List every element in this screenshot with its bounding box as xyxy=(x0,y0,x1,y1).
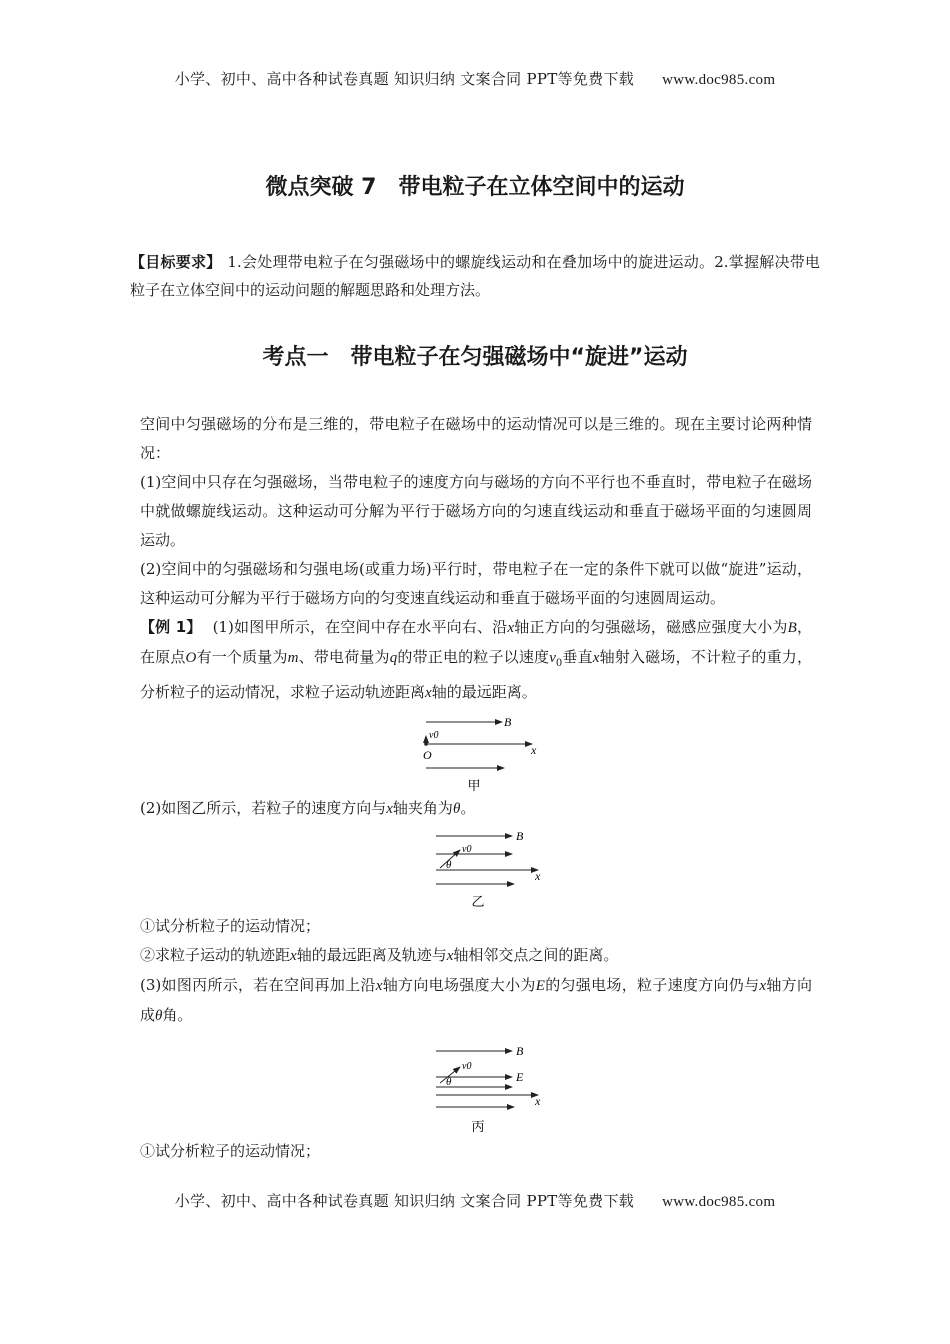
text-span: (3)如图丙所示，若在空间再加上沿 xyxy=(140,976,376,994)
section-heading xyxy=(0,340,950,371)
example-part1 xyxy=(140,613,812,708)
example-part3 xyxy=(140,971,812,1031)
symbol-x: x xyxy=(507,620,515,636)
text-span: 的带正电的粒子以速度 xyxy=(397,648,550,666)
text-span: 轴夹角为 xyxy=(392,799,453,817)
footer-site: www.doc985.com xyxy=(662,1194,776,1210)
question-2 xyxy=(140,941,812,971)
figure-yi xyxy=(396,828,556,912)
symbol-O: O xyxy=(185,650,197,666)
fig-bing-E: E xyxy=(516,1070,524,1084)
page-title xyxy=(0,170,950,201)
text-span: 的匀强电场，粒子速度方向仍与 xyxy=(544,976,760,994)
text-span: 轴方向成 xyxy=(140,976,812,1024)
figure-jia xyxy=(396,712,556,794)
symbol-x: x xyxy=(592,650,600,666)
symbol-x: x xyxy=(446,948,454,964)
fig-jia-v0: v0 xyxy=(429,730,439,741)
symbol-theta: θ xyxy=(452,801,461,817)
symbol-v: v xyxy=(549,650,556,666)
case2-paragraph: (2)空间中的匀强磁场和匀强电场(或重力场)平行时，带电粒子在一定的条件下就可以做“旋进”运动，这种运动可分解为平行于磁场方向的匀变速直线运动和垂直于磁场平面的匀速圆周运动。 xyxy=(140,560,812,607)
goal-tag: 【目标要求】 xyxy=(130,253,222,271)
text-span: 角。 xyxy=(162,1006,193,1024)
fig-bing-label: 丙 xyxy=(471,1120,485,1135)
intro-paragraph: 空间中匀强磁场的分布是三维的，带电粒子在磁场中的运动情况可以是三维的。现在主要讨论两种情况： xyxy=(140,415,812,462)
header-site: www.doc985.com xyxy=(662,72,776,88)
fig-bing-theta: θ xyxy=(446,1076,452,1088)
symbol-x: x xyxy=(375,978,383,994)
question-1: ①试分析粒子的运动情况； xyxy=(140,917,321,935)
footer-text: 小学、初中、高中各种试卷真题 知识归纳 文案合同 PPT等免费下载 xyxy=(174,1192,635,1210)
symbol-x: x xyxy=(425,685,432,701)
fig-jia-label: 甲 xyxy=(467,779,481,794)
goal-text: 1.会处理带电粒子在匀强磁场中的螺旋线运动和在叠加场中的旋进运动。2.掌握解决带电粒子在立体空间中的运动问题的解题思路和处理方法。 xyxy=(130,253,820,299)
fig-jia-O: O xyxy=(423,748,432,762)
symbol-x: x xyxy=(759,978,767,994)
symbol-x: x xyxy=(386,801,393,817)
text-span: 有一个质量为 xyxy=(196,648,288,666)
fig-bing-x: x xyxy=(535,1094,541,1108)
fig-bing-B: B xyxy=(516,1044,524,1058)
text-span: 。 xyxy=(460,799,476,817)
header-text: 小学、初中、高中各种试卷真题 知识归纳 文案合同 PPT等免费下载 xyxy=(174,70,635,88)
fig-yi-theta: θ xyxy=(446,859,452,871)
page-header xyxy=(0,68,950,89)
text-span: ，在原点 xyxy=(140,618,812,666)
example-tag: 【例 1】 xyxy=(140,618,202,636)
title-left: 微点突破 7 xyxy=(265,175,377,200)
section-left: 考点一 xyxy=(262,345,329,370)
fig-yi-B: B xyxy=(516,829,524,843)
text-span: 轴的最远距离。 xyxy=(431,683,537,701)
text-span: 、带电荷量为 xyxy=(298,648,390,666)
goal-paragraph xyxy=(130,248,820,304)
text-span: 轴正方向的匀强磁场，磁感应强度大小为 xyxy=(514,618,788,636)
symbol-B: B xyxy=(787,620,797,636)
text-span: 轴的最远距离及轨迹与 xyxy=(296,946,447,964)
symbol-E: E xyxy=(535,978,545,994)
page-footer xyxy=(0,1190,950,1211)
fig-jia-B: B xyxy=(504,715,512,729)
fig-yi-v0: v0 xyxy=(462,844,472,855)
fig-jia-x: x xyxy=(531,743,537,757)
title-right: 带电粒子在立体空间中的运动 xyxy=(398,175,685,200)
content-body xyxy=(140,410,812,1166)
symbol-x: x xyxy=(290,948,297,964)
text-span: ②求粒子运动的轨迹距 xyxy=(140,946,291,964)
text-span: 垂直 xyxy=(562,648,593,666)
symbol-theta: θ xyxy=(155,1008,163,1024)
text-span: (2)如图乙所示，若粒子的速度方向与 xyxy=(140,799,387,817)
text-span: (1)如图甲所示，在空间中存在水平向右、沿 xyxy=(212,618,508,636)
section-right: 带电粒子在匀强磁场中“旋进”运动 xyxy=(350,345,688,370)
symbol-q: q xyxy=(389,650,398,666)
fig-yi-x: x xyxy=(535,869,541,883)
symbol-v-sub: 0 xyxy=(555,658,563,669)
fig-bing-v0: v0 xyxy=(462,1061,472,1072)
fig-yi-label: 乙 xyxy=(471,895,485,910)
text-span: 轴射入磁场，不计粒子的重力，分析粒子的运动情况，求粒子运动轨迹距离 xyxy=(140,648,812,701)
text-span: 轴相邻交点之间的距离。 xyxy=(453,946,619,964)
question-3: ①试分析粒子的运动情况； xyxy=(140,1142,321,1160)
figure-bing xyxy=(396,1041,556,1137)
case1-paragraph: (1)空间中只存在匀强磁场，当带电粒子的速度方向与磁场的方向不平行也不垂直时，带电粒子在磁场中就做螺旋线运动。这种运动可分解为平行于磁场方向的匀速直线运动和垂直于磁场平面的匀速圆周运动。 xyxy=(140,473,812,549)
text-span: 轴方向电场强度大小为 xyxy=(382,976,536,994)
example-part2 xyxy=(140,794,812,824)
symbol-m: m xyxy=(287,650,299,666)
